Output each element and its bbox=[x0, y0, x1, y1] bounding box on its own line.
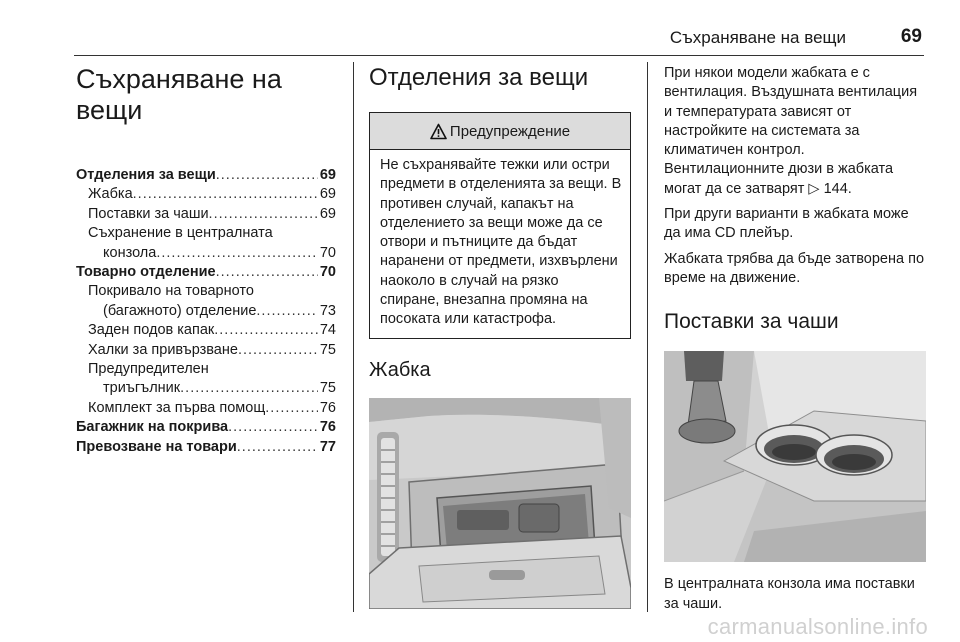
toc-entry[interactable]: Комплект за първа помощ ..... 76 bbox=[76, 399, 336, 418]
glovebox-title: Жабка bbox=[369, 358, 431, 381]
table-of-contents bbox=[76, 166, 336, 457]
warning-heading bbox=[370, 113, 630, 150]
toc-entry[interactable]: (багажното) отделение ..... 73 bbox=[76, 302, 336, 321]
chapter-title-line1: Съхраняване на bbox=[76, 64, 282, 94]
page-ref-icon: ▷ bbox=[808, 180, 820, 197]
closed-while-driving-paragraph: Жабката трябва да бъде затворена по време на движение. bbox=[664, 250, 925, 286]
storage-compartments-column bbox=[369, 64, 631, 609]
header-title: Съхраняване на вещи bbox=[669, 28, 846, 47]
toc-entry[interactable]: Заден подов капак ..... 74 bbox=[76, 321, 336, 340]
cupholders-title: Поставки за чаши bbox=[664, 310, 839, 334]
toc-entry-line1[interactable]: Съхранение в централната bbox=[88, 225, 273, 242]
toc-entry[interactable]: Отделения за вещи ..... 69 bbox=[76, 166, 336, 185]
toc-entry-line1[interactable]: Предупредителен bbox=[88, 361, 209, 378]
cupholders-illustration bbox=[664, 351, 926, 562]
warning-box bbox=[369, 112, 631, 339]
toc-entry[interactable]: Халки за привързване ..... 75 bbox=[76, 341, 336, 360]
toc-entry-line1[interactable]: Покривало на товарното bbox=[88, 283, 254, 300]
header-rule bbox=[74, 55, 924, 56]
right-column bbox=[664, 64, 926, 614]
column-divider-1 bbox=[353, 62, 354, 612]
toc-entry[interactable]: конзола ..... 70 bbox=[76, 244, 336, 263]
toc-entry[interactable]: триъгълник ..... 75 bbox=[76, 379, 336, 398]
page-ref-link[interactable]: 144. bbox=[823, 180, 852, 197]
page-number: 69 bbox=[900, 26, 922, 47]
glovebox-illustration bbox=[369, 398, 631, 609]
toc-entry[interactable]: Превозване на товари ..... 77 bbox=[76, 438, 336, 457]
cupholders-caption: В централната конзола има поставки за чаши. bbox=[664, 576, 915, 612]
watermark: carmanualsonline.info bbox=[707, 614, 928, 639]
chapter-title bbox=[76, 64, 336, 126]
toc-entry[interactable]: Багажник на покрива ..... 76 bbox=[76, 418, 336, 437]
warning-text: Не съхранявайте тежки или остри предмети в отделенията за вещи. В противен случай, капакът на отделението за вещи може да се отвори и пътниците да бъдат наранени от предмети, изхвърлени наоколо в случай на рязко спиране, внезапна промяна на посоката или катастрофа. bbox=[380, 157, 622, 328]
chapter-title-line2: вещи bbox=[76, 95, 143, 125]
warning-triangle-icon bbox=[430, 123, 447, 140]
warning-heading-text: Предупреждение bbox=[449, 122, 571, 140]
section-title: Отделения за вещи bbox=[369, 64, 589, 91]
cd-player-paragraph: При други варианти в жабката може да има CD плейър. bbox=[664, 206, 909, 242]
toc-entry[interactable]: Товарно отделение ..... 70 bbox=[76, 263, 336, 282]
ventilation-paragraph: При някои модели жабката е с вентилация. Въздушната вентилация и температурата зависят от настройките на системата за климатичен контрол. Вентилационните дюзи в жабката могат да се затварят ▷ 144. bbox=[664, 65, 918, 197]
toc-entry[interactable]: Поставки за чаши ..... 69 bbox=[76, 205, 336, 224]
chapter-toc-column bbox=[76, 64, 336, 457]
column-divider-2 bbox=[647, 62, 648, 612]
toc-entry[interactable]: Жабка ..... 69 bbox=[76, 185, 336, 204]
